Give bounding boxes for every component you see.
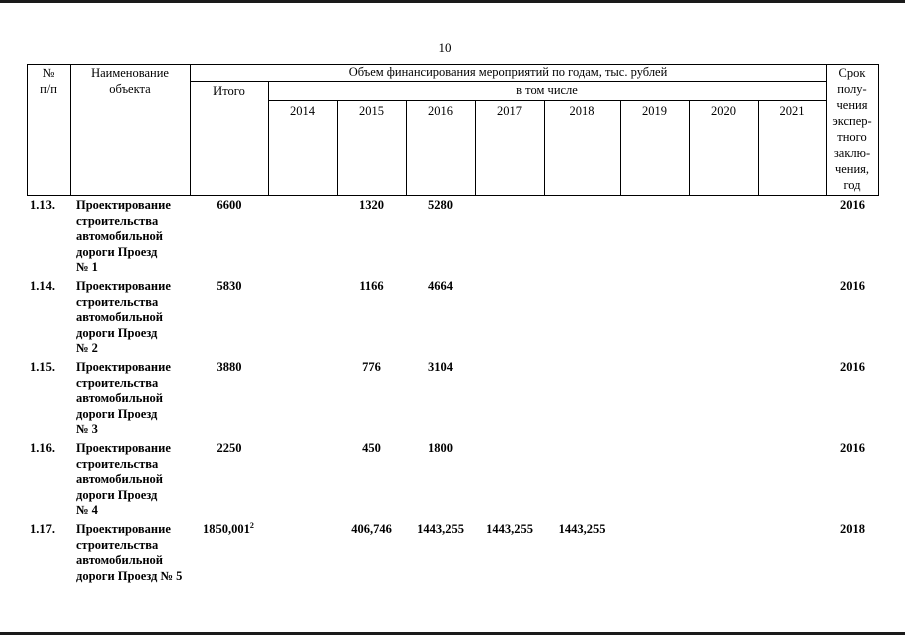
- row-total-footnote: 2: [249, 520, 254, 530]
- header-year-2017: 2017: [497, 104, 522, 118]
- row-num: 1.13.: [30, 198, 55, 212]
- header-financing-divider: [190, 81, 826, 82]
- row-deadline: 2016: [840, 441, 865, 455]
- row-2017: 1443,255: [486, 522, 533, 536]
- row-2016: 1443,255: [417, 522, 464, 536]
- row-total: 5830: [216, 279, 242, 293]
- row-total: 3880: [216, 360, 242, 374]
- header-year-2020: 2020: [711, 104, 736, 118]
- row-deadline: 2016: [840, 360, 865, 374]
- row-total: [203, 522, 254, 538]
- row-name: Проектирование строительства автомобильной дороги Проезд № 2: [76, 279, 171, 355]
- col-border-right: [878, 64, 879, 196]
- header-name: Наименование объекта: [91, 66, 169, 96]
- row-2015: 776: [362, 360, 381, 374]
- row-num: 1.17.: [30, 522, 55, 536]
- row-2016: 1800: [428, 441, 453, 455]
- row-total-value: 1850,001: [203, 522, 250, 536]
- page-number: 10: [438, 40, 452, 55]
- scan-border-top: [0, 0, 905, 3]
- header-year-2016: 2016: [428, 104, 453, 118]
- row-2015: 450: [362, 441, 381, 455]
- row-name: Проектирование строительства автомобильной дороги Проезд № 3: [76, 360, 171, 436]
- row-2016: 4664: [428, 279, 453, 293]
- header-year-2018: 2018: [569, 104, 595, 118]
- header-financing: Объем финансирования мероприятий по годам, тыс. рублей: [348, 65, 668, 79]
- row-2016: 5280: [428, 198, 453, 212]
- row-num: 1.15.: [30, 360, 55, 374]
- row-name: Проектирование строительства автомобильной дороги Проезд № 1: [76, 198, 171, 274]
- header-year-2014: 2014: [290, 104, 315, 118]
- header-total: Итого: [213, 84, 245, 98]
- row-deadline: 2016: [840, 279, 865, 293]
- row-deadline: 2018: [840, 522, 865, 536]
- header-deadline: Срок полу- чения экспер- тного заклю- чения, год: [832, 66, 872, 192]
- row-2018: 1443,255: [558, 522, 606, 536]
- header-year-2015: 2015: [359, 104, 384, 118]
- header-year-2021: 2021: [779, 104, 805, 118]
- header-bottom-border: [27, 195, 878, 196]
- header-including-divider: [268, 100, 826, 101]
- row-2016: 3104: [428, 360, 453, 374]
- scan-border-bottom: [0, 632, 905, 635]
- row-2015: 1320: [359, 198, 384, 212]
- header-year-2019: 2019: [642, 104, 667, 118]
- header-num: № п/п: [40, 66, 57, 96]
- row-name: Проектирование строительства автомобильной дороги Проезд № 4: [76, 441, 171, 517]
- row-2015: 1166: [359, 279, 384, 293]
- row-num: 1.14.: [30, 279, 55, 293]
- header-including: в том числе: [516, 83, 578, 97]
- row-num: 1.16.: [30, 441, 55, 455]
- row-total: 6600: [216, 198, 242, 212]
- row-deadline: 2016: [840, 198, 865, 212]
- row-2015: 406,746: [351, 522, 392, 536]
- row-name: Проектирование строительства автомобильной дороги Проезд № 5: [76, 522, 183, 583]
- row-total: 2250: [216, 441, 242, 455]
